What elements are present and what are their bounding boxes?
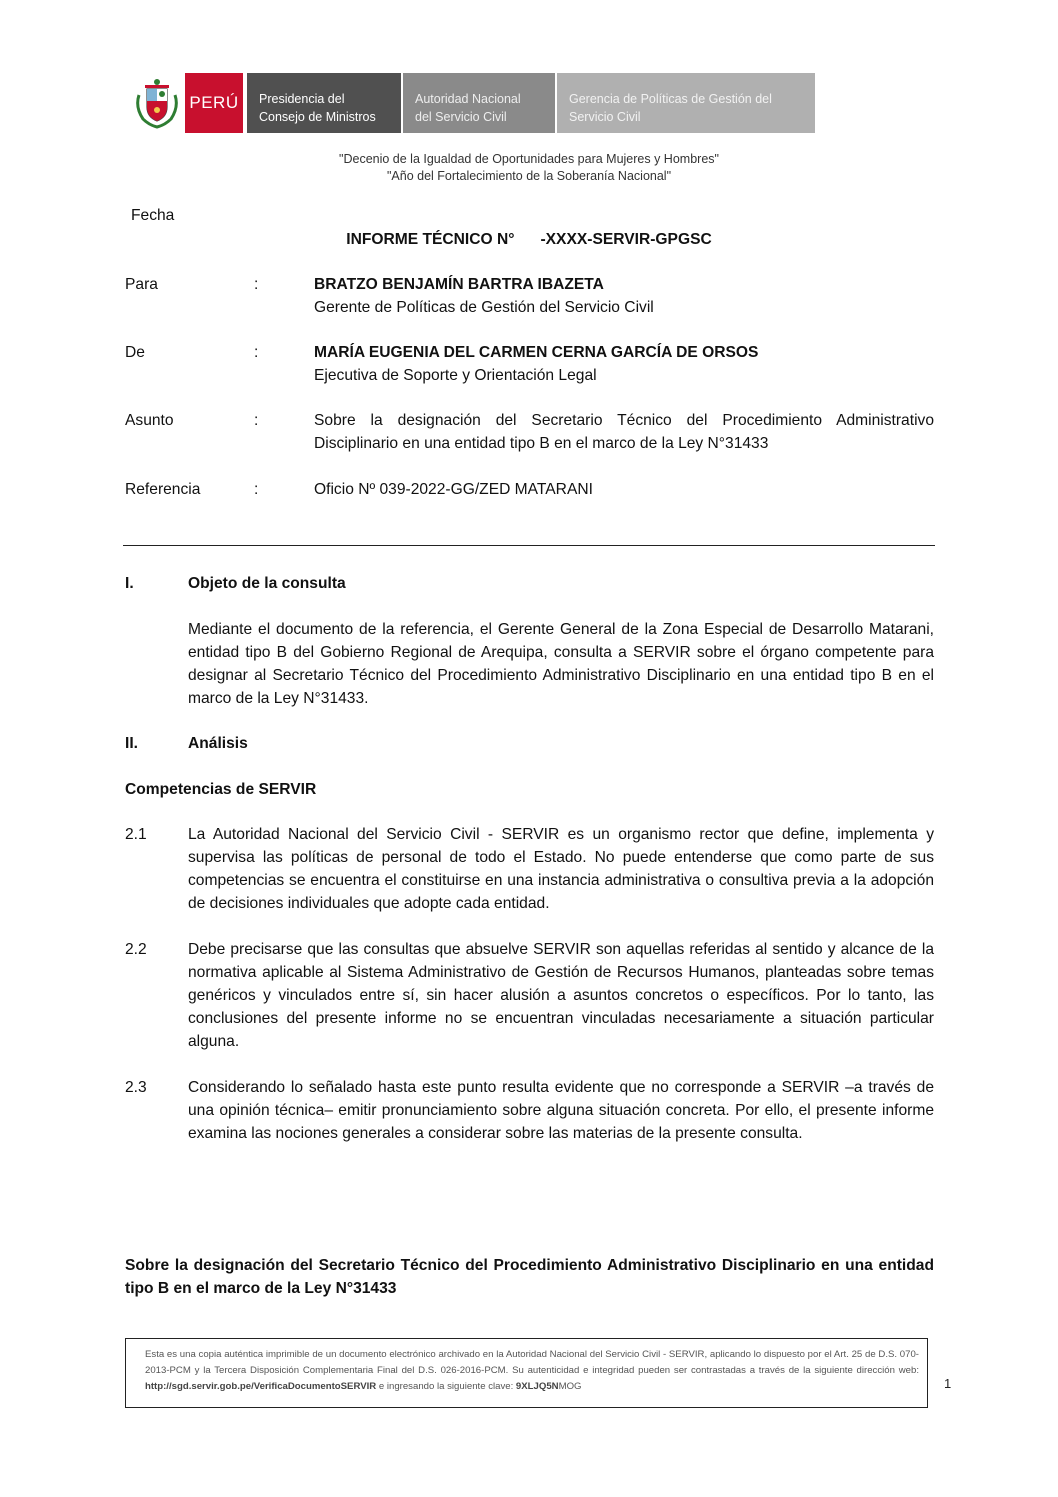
header-block-gerencia bbox=[557, 73, 815, 133]
item-2-1-number: 2.1 bbox=[125, 826, 147, 843]
footer-text-2: e ingresando la siguiente clave: bbox=[376, 1381, 516, 1392]
referencia-label: Referencia bbox=[125, 481, 201, 498]
item-2-2-number: 2.2 bbox=[125, 941, 147, 958]
motto-line-1: "Decenio de la Igualdad de Oportunidades para Mujeres y Hombres" bbox=[339, 152, 719, 166]
de-colon: : bbox=[254, 344, 259, 361]
de-name: MARÍA EUGENIA DEL CARMEN CERNA GARCÍA DE ORSOS bbox=[314, 344, 759, 361]
asunto-label: Asunto bbox=[125, 412, 174, 429]
footer-key: 9XLJQ5N bbox=[515, 1381, 559, 1392]
section1-number: I. bbox=[125, 575, 134, 592]
para-label: Para bbox=[125, 276, 158, 293]
header-block-servir bbox=[403, 73, 555, 133]
fecha-label: Fecha bbox=[131, 207, 175, 224]
header-block1-line1: Presidencia del bbox=[259, 92, 345, 106]
para-colon: : bbox=[254, 276, 259, 293]
header-block1-line2: Consejo de Ministros bbox=[259, 110, 376, 124]
footer-key-suffix: MOG bbox=[558, 1381, 582, 1392]
section1-body: Mediante el documento de la referencia, el Gerente General de la Zona Especial de Desarrollo Matarani, entidad tipo B del Gobierno Regional de Arequipa, consulta a SERVIR sobre el órgano competente para designar al Secretario Técnico del Procedimiento Administrativo Disciplinario en una entidad tipo B en el marco de la Ley N°31433. bbox=[188, 621, 934, 707]
section1-title: Objeto de la consulta bbox=[188, 575, 346, 592]
item-2-1-text: La Autoridad Nacional del Servicio Civil - SERVIR es un organismo rector que define, implementa y supervisa las políticas de personal de todo el Estado. No puede entenderse que como parte de sus competencias se encuentra el constituirse en una instancia administrativa o consultiva previa a la adopción de decisiones individuales que adopte cada entidad. bbox=[188, 826, 934, 912]
section2-title: Análisis bbox=[188, 735, 248, 752]
asunto-line1: Sobre la designación del Secretario Técnico del Procedimiento Administrativo bbox=[314, 412, 934, 429]
subheading-designacion: Sobre la designación del Secretario Técnico del Procedimiento Administrativo Disciplinario en una entidad tipo B en el marco de la Ley N°31433 bbox=[125, 1257, 934, 1297]
authenticity-footer bbox=[125, 1338, 928, 1408]
peru-logo bbox=[185, 73, 243, 133]
referencia-value: Oficio Nº 039-2022-GG/ZED MATARANI bbox=[314, 481, 593, 498]
coat-of-arms-icon bbox=[133, 77, 181, 129]
motto-line-2: "Año del Fortalecimiento de la Soberanía Nacional" bbox=[386, 169, 672, 183]
header-block2-line1: Autoridad Nacional bbox=[415, 92, 521, 106]
logo-group bbox=[125, 73, 247, 133]
page-number: 1 bbox=[944, 1376, 952, 1391]
item-2-3-text: Considerando lo señalado hasta este punto resulta evidente que no corresponde a SERVIR –a través de una opinión técnica– emitir pronunciamiento sobre alguna situación concreta. Por ello, el presente informe examina las nociones generales a considerar sobre las materias de la presente consulta. bbox=[188, 1079, 934, 1142]
report-title: INFORME TÉCNICO N° -XXXX-SERVIR-GPGSC bbox=[346, 231, 712, 248]
asunto-colon: : bbox=[254, 412, 259, 429]
referencia-colon: : bbox=[254, 481, 259, 498]
header-block3-line1: Gerencia de Políticas de Gestión del bbox=[569, 92, 772, 106]
de-label: De bbox=[125, 344, 145, 361]
footer-url[interactable]: http://sgd.servir.gob.pe/VerificaDocumentoSERVIR bbox=[145, 1381, 377, 1392]
item-2-3-number: 2.3 bbox=[125, 1079, 147, 1096]
divider-line bbox=[123, 545, 935, 546]
asunto-line2: Disciplinario en una entidad tipo B en el marco de la Ley N°31433 bbox=[314, 435, 769, 452]
header-block-pcm bbox=[247, 73, 401, 133]
section2-number: II. bbox=[125, 735, 138, 752]
para-name: BRATZO BENJAMÍN BARTRA IBAZETA bbox=[314, 276, 604, 293]
header-banner bbox=[125, 73, 816, 133]
peru-label: PERÚ bbox=[189, 93, 239, 112]
para-role: Gerente de Políticas de Gestión del Servicio Civil bbox=[314, 299, 654, 316]
footer-text: Esta es una copia auténtica imprimible de un documento electrónico archivado en la Autoridad Nacional del Servicio Civil - SERVIR, aplicando lo dispuesto por el Art. 25 de D.S. 070-2013-PCM y la Tercera Disposición Complementaria Final del D.S. 026-2016-PCM. Su autenticidad e integridad pueden ser contrastadas a través de la siguiente dirección web: bbox=[145, 1349, 919, 1376]
section2-subtitle: Competencias de SERVIR bbox=[125, 781, 317, 798]
de-role: Ejecutiva de Soporte y Orientación Legal bbox=[314, 367, 597, 384]
item-2-2-text: Debe precisarse que las consultas que absuelve SERVIR son aquellas referidas al sentido y alcance de la normativa aplicable al Sistema Administrativo de Gestión de Recursos Humanos, planteadas sobre temas genéricos y vinculados entre sí, sin hacer alusión a asuntos concretos o específicos. Por lo tanto, las conclusiones del presente informe no se encuentran vinculadas necesariamente a situación particular alguna. bbox=[188, 941, 934, 1050]
header-block3-line2: Servicio Civil bbox=[569, 110, 641, 124]
header-block2-line2: del Servicio Civil bbox=[415, 110, 507, 124]
